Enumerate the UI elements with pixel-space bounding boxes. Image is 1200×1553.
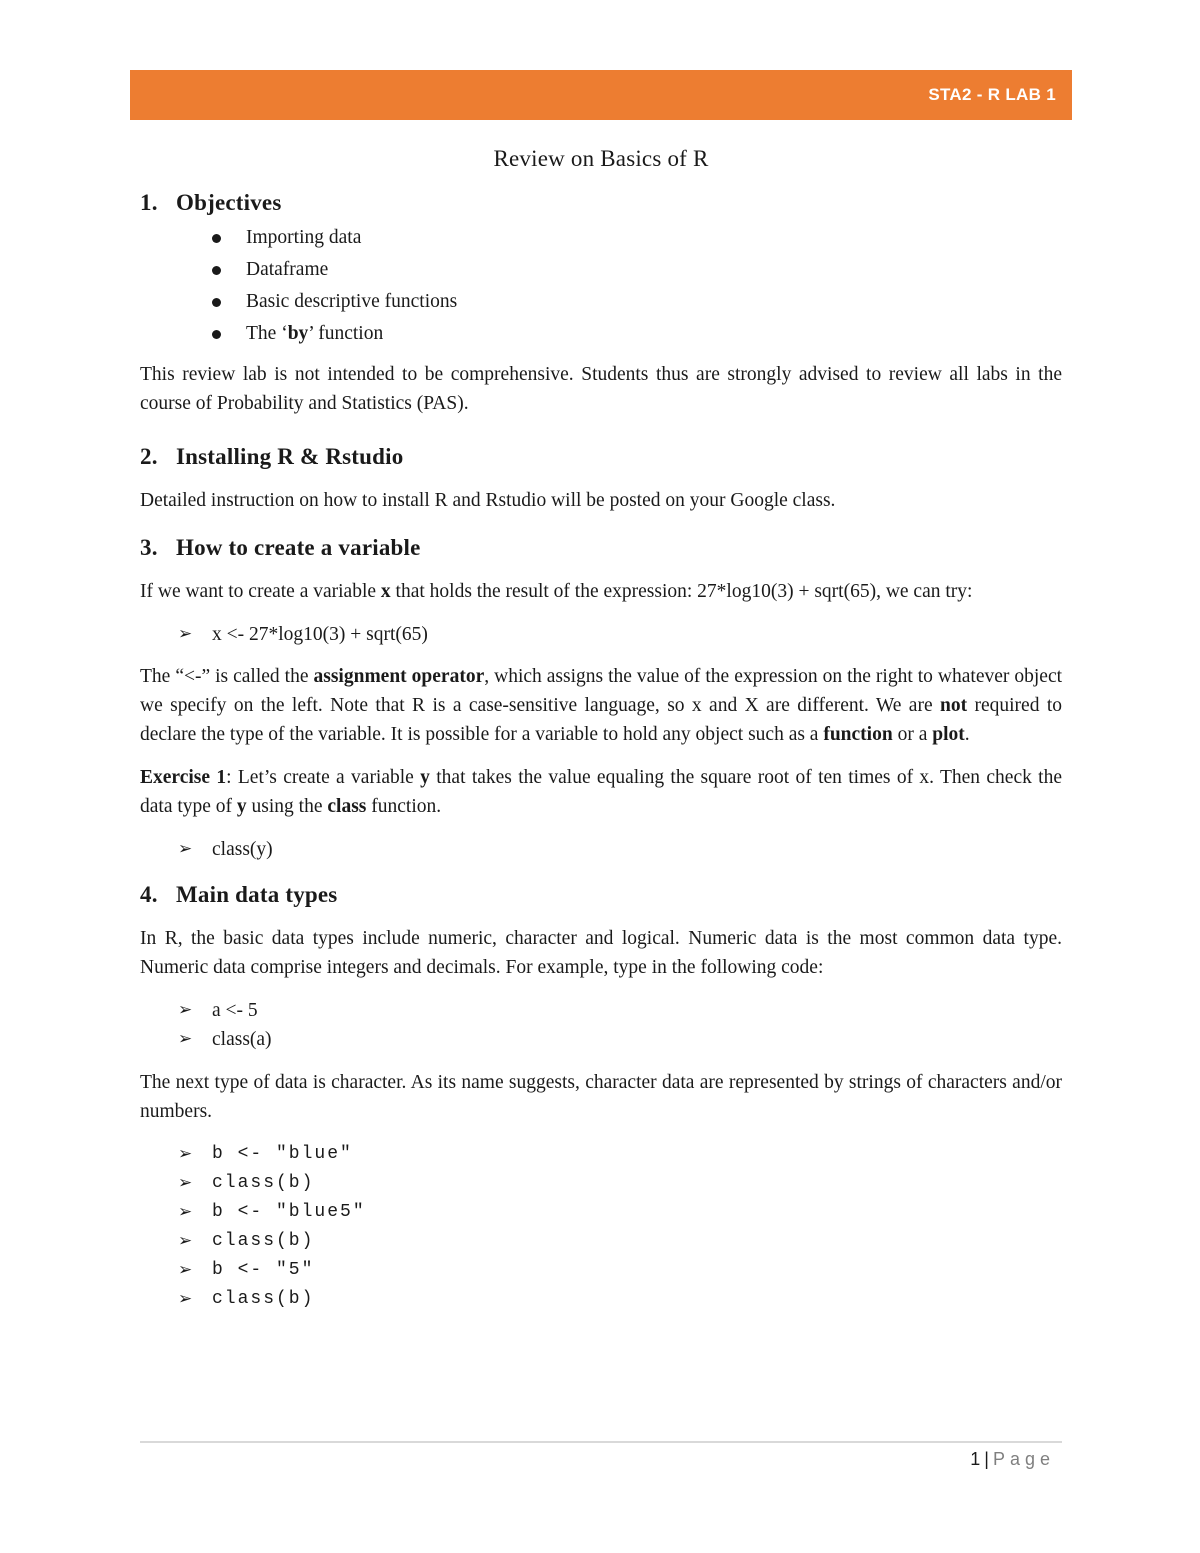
install-paragraph: Detailed instruction on how to install R and Rstudio will be posted on your Google class. (140, 490, 836, 511)
code-line: ➢ class(b) (178, 1169, 1062, 1198)
arrow-bullet-icon: ➢ (178, 1260, 193, 1280)
section-2-heading (140, 444, 1062, 470)
document-body (140, 146, 1062, 1314)
section-number: 2. (140, 444, 158, 469)
list-item: Basic descriptive functions (212, 286, 1062, 318)
section-number: 3. (140, 535, 158, 560)
bullet-icon (212, 298, 221, 307)
arrow-bullet-icon: ➢ (178, 624, 193, 644)
variable-intro-paragraph: If we want to create a variable x that holds the result of the expression: 27*log10(3) + sqrt(65), we can try: (140, 581, 973, 602)
list-item: The ‘by’ function (212, 318, 1062, 350)
code-line: ➢ x <- 27*log10(3) + sqrt(65) (178, 620, 1062, 649)
arrow-bullet-icon: ➢ (178, 1000, 193, 1020)
code-line: ➢ b <- "5" (178, 1256, 1062, 1285)
assignment-paragraph: The “<-” is called the assignment operator, which assigns the value of the expression on the right to whatever object we specify on the left. Note that R is a case-sensitive language, so x and X are different. We are not required to declare the type of the variable. It is possible for a variable to hold any object such as a function or a plot. (140, 666, 1063, 745)
arrow-bullet-icon: ➢ (178, 1202, 193, 1222)
data-types-paragraph: In R, the basic data types include numeric, character and logical. Numeric data is the most common data type. Numeric data comprise integers and decimals. For example, type in the following code: (140, 928, 1062, 978)
footer-divider (140, 1441, 1062, 1443)
code-line: ➢ b <- "blue5" (178, 1198, 1062, 1227)
document-title: Review on Basics of R (493, 146, 709, 171)
arrow-bullet-icon: ➢ (178, 1173, 193, 1193)
code-line: ➢ b <- "blue" (178, 1140, 1062, 1169)
exercise-1-paragraph: Exercise 1: Let’s create a variable y that takes the value equaling the square root of ten times of x. Then check the data type of y using the class function. (140, 767, 1063, 817)
code-block (140, 620, 1062, 649)
bullet-icon (212, 266, 221, 275)
bullet-icon (212, 330, 221, 339)
section-title: Objectives (176, 190, 282, 215)
arrow-bullet-icon: ➢ (178, 1029, 193, 1049)
objectives-list (140, 222, 1062, 350)
page-number: 1 (970, 1449, 981, 1469)
arrow-bullet-icon: ➢ (178, 1144, 193, 1164)
review-paragraph: This review lab is not intended to be comprehensive. Students thus are strongly advised to review all labs in the course of Probability and Statistics (PAS). (140, 364, 1062, 414)
section-number: 1. (140, 190, 158, 215)
bullet-icon (212, 234, 221, 243)
list-item: Dataframe (212, 254, 1062, 286)
code-line: ➢ a <- 5 (178, 996, 1062, 1025)
section-3-heading (140, 535, 1062, 561)
section-1-heading (140, 190, 1062, 216)
section-number: 4. (140, 882, 158, 907)
arrow-bullet-icon: ➢ (178, 1289, 193, 1309)
character-paragraph: The next type of data is character. As its name suggests, character data are represented by strings of characters and/or numbers. (140, 1072, 1062, 1122)
section-4-heading (140, 882, 1062, 908)
page-footer (970, 1449, 1055, 1470)
code-line: ➢ class(a) (178, 1025, 1062, 1054)
section-title: How to create a variable (176, 535, 421, 560)
list-item: Importing data (212, 222, 1062, 254)
section-title: Installing R & Rstudio (176, 444, 404, 469)
code-line: ➢ class(b) (178, 1285, 1062, 1314)
code-line: ➢ class(y) (178, 835, 1062, 864)
footer-separator: | (984, 1449, 989, 1469)
arrow-bullet-icon: ➢ (178, 839, 193, 859)
code-block (140, 996, 1062, 1054)
code-line: ➢ class(b) (178, 1227, 1062, 1256)
arrow-bullet-icon: ➢ (178, 1231, 193, 1251)
header-band (130, 70, 1072, 120)
code-block (140, 1140, 1062, 1314)
header-label: STA2 - R LAB 1 (928, 85, 1056, 104)
section-title: Main data types (176, 882, 338, 907)
page-label: Page (992, 1449, 1055, 1469)
code-block (140, 835, 1062, 864)
